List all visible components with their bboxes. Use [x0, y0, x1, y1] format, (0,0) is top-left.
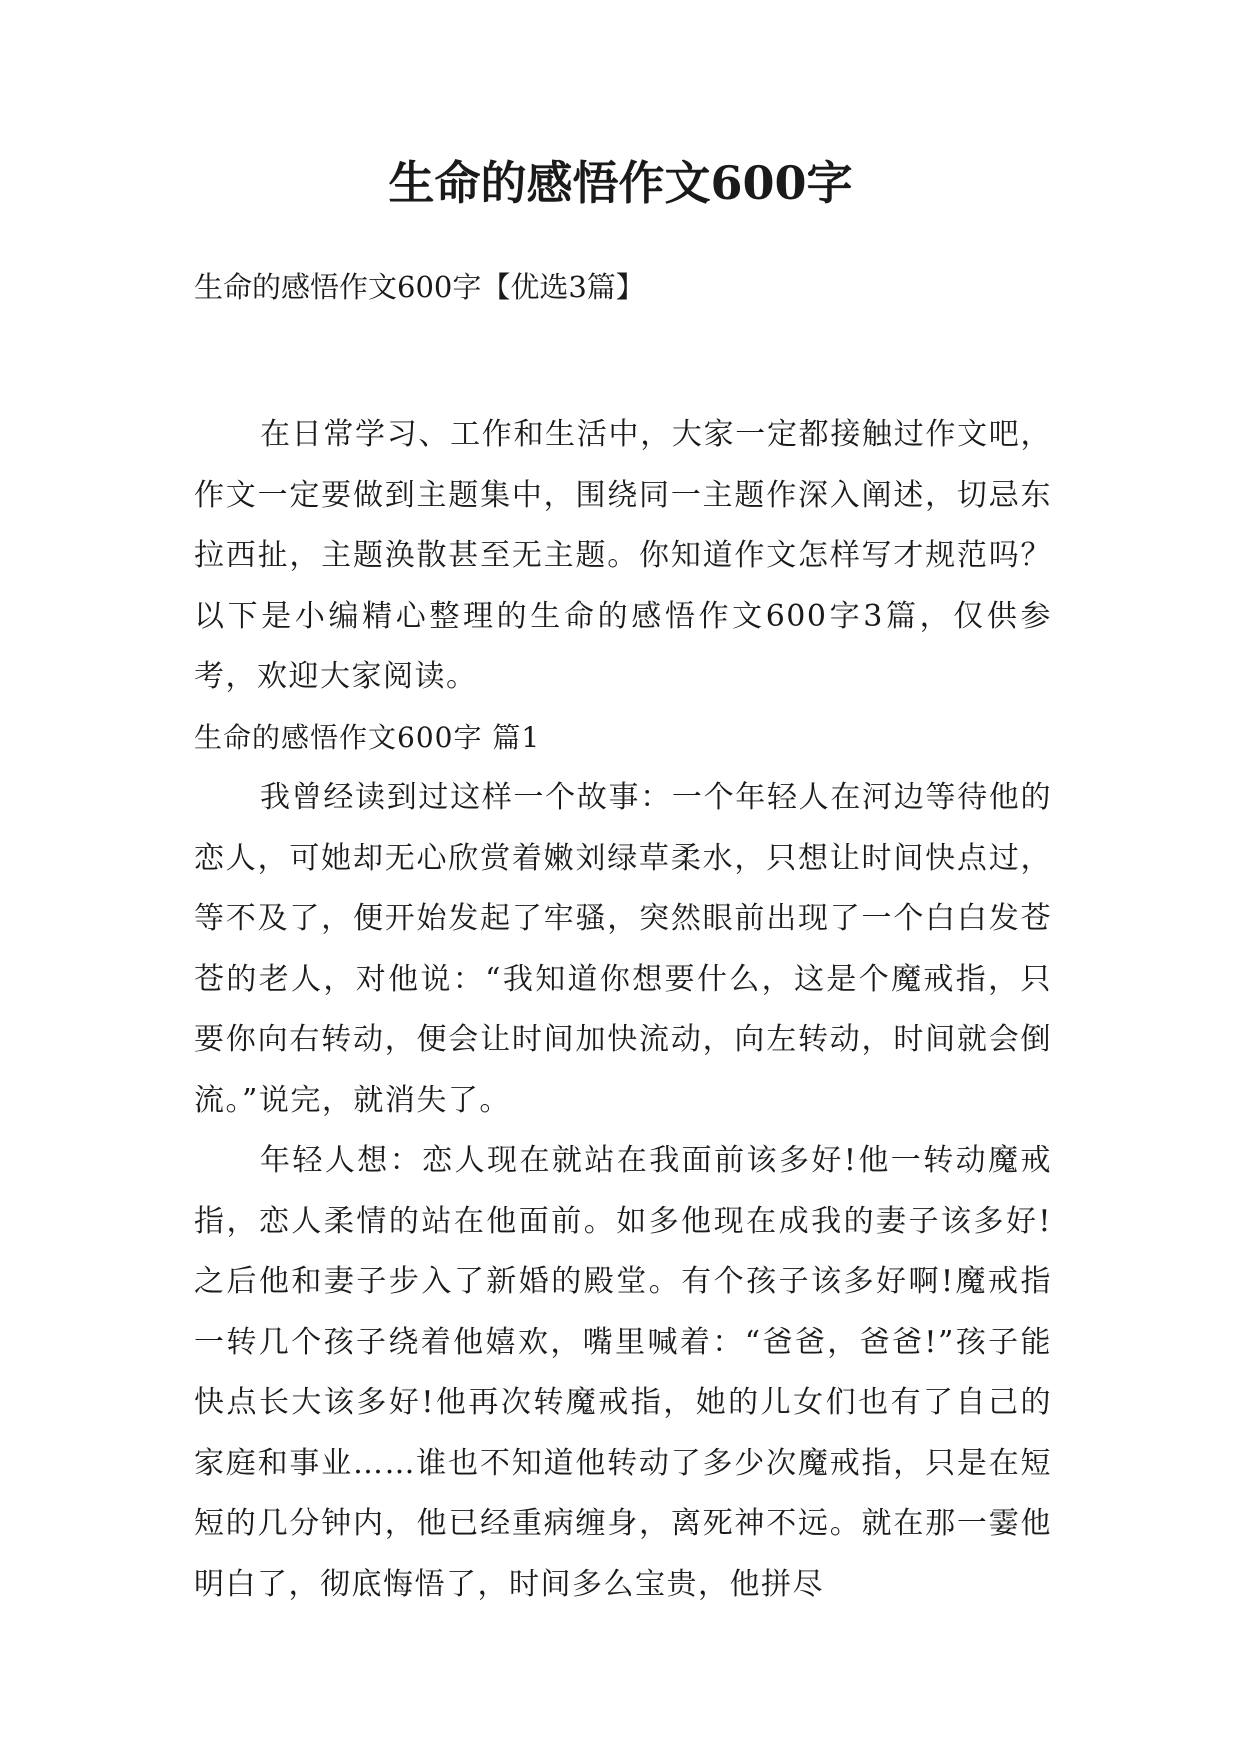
- document-subtitle: 生命的感悟作文600字【优选3篇】: [194, 270, 645, 304]
- document-title: 生命的感悟作文600字: [388, 156, 853, 210]
- intro-paragraph: 在日常学习、工作和生活中，大家一定都接触过作文吧，作文一定要做到主题集中，围绕同一主题作深入阐述，切忌东拉西扯，主题涣散甚至无主题。你知道作文怎样写才规范吗？以下是小编精心整理的生命的感悟作文600字3篇，仅供参考，欢迎大家阅读。: [194, 417, 1052, 694]
- document-body: [194, 405, 1052, 1615]
- section-heading: 生命的感悟作文600字 篇1: [194, 720, 541, 754]
- story-paragraph-2: 年轻人想：恋人现在就站在我面前该多好!他一转动魔戒指，恋人柔情的站在他面前。如多他现在成我的妻子该多好!之后他和妻子步入了新婚的殿堂。有个孩子该多好啊!魔戒指一转几个孩子绕着他嬉欢，嘴里喊着：“爸爸，爸爸!”孩子能快点长大该多好!他再次转魔戒指，她的儿女们也有了自己的家庭和事业……谁也不知道他转动了多少次魔戒指，只是在短短的几分钟内，他已经重病缠身，离死神不远。就在那一霎他明白了，彻底悔悟了，时间多么宝贵，他拼尽: [194, 1143, 1052, 1602]
- story-paragraph-1: 我曾经读到过这样一个故事：一个年轻人在河边等待他的恋人，可她却无心欣赏着嫩刘绿草柔水，只想让时间快点过，等不及了，便开始发起了牢骚，突然眼前出现了一个白白发苍苍的老人，对他说：“我知道你想要什么，这是个魔戒指，只要你向右转动，便会让时间加快流动，向左转动，时间就会倒流。”说完，就消失了。: [194, 780, 1052, 1118]
